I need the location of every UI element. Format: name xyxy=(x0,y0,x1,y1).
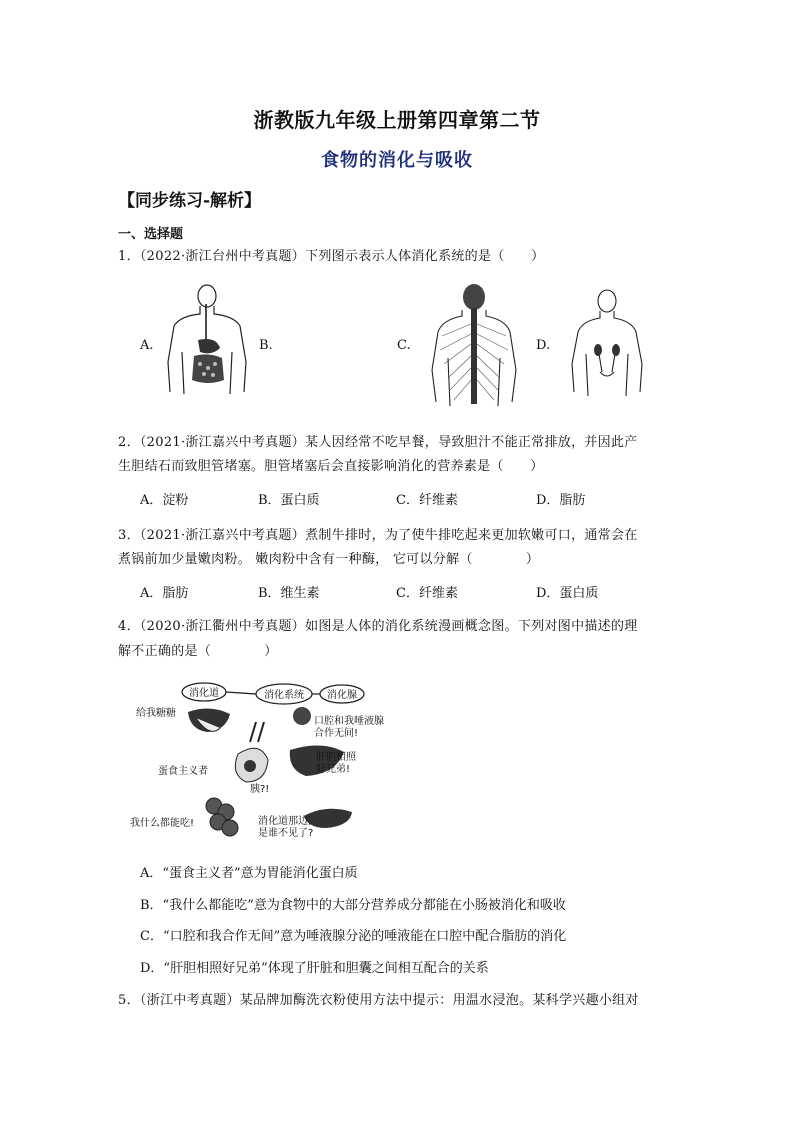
digestive-cartoon-figure xyxy=(130,678,384,846)
q3-option-c: C．纤维素 xyxy=(396,586,458,601)
q2-option-b: B．蛋白质 xyxy=(258,493,320,508)
q1-label-b: B. xyxy=(259,338,273,353)
section-subheading: 一、选择题 xyxy=(118,227,184,242)
bubble-salivary-2: 合作无间! xyxy=(314,728,359,739)
bubble-pancreas: 胰?! xyxy=(250,784,270,795)
question-1-stem: 1．（2022·浙江台州中考真题）下列图示表示人体消化系统的是（ ） xyxy=(118,249,545,264)
question-5-stem-line1: 5．（浙江中考真题）某品牌加酶洗衣粉使用方法中提示：用温水浸泡。某科学兴趣小组对 xyxy=(118,993,639,1008)
question-3-options xyxy=(140,582,700,602)
bubble-missing-2: 是谁不见了? xyxy=(258,828,314,839)
q2-option-a: A．淀粉 xyxy=(140,493,189,508)
question-2-stem-line1: 2．（2021·浙江嘉兴中考真题）某人因经常不吃早餐，导致胆汁不能正常排放，并因此产 xyxy=(118,435,638,450)
q4-option-c: C．“口腔和我合作无间”意为唾液腺分泌的唾液能在口腔中配合脂肪的消化 xyxy=(140,929,567,944)
intestine-icon xyxy=(206,798,238,836)
section-heading: 【同步练习-解析】 xyxy=(118,191,262,211)
bubble-salivary-1: 口腔和我唾液腺 xyxy=(314,716,384,727)
bubble-protein: 蛋食主义者 xyxy=(158,766,208,777)
page-subtitle: 食物的消化与吸收 xyxy=(321,150,473,171)
question-3-stem-line2: 煮锅前加少量嫩肉粉。 嫩肉粉中含有一种酶， 它可以分解（ ） xyxy=(118,552,540,567)
cartoon-center-label: 消化系统 xyxy=(264,690,304,701)
nervous-system-figure xyxy=(428,284,520,408)
question-4-stem-line2: 解不正确的是（ ） xyxy=(118,644,278,659)
q3-option-d: D．蛋白质 xyxy=(536,586,599,601)
cartoon-left-label: 消化道 xyxy=(189,688,219,699)
q1-label-a: A. xyxy=(140,338,154,353)
bubble-eat-all: 我什么都能吃! xyxy=(130,818,195,829)
bubble-liver-1: 肝胆相照 xyxy=(316,752,356,763)
q4-option-d: D．“肝胆相照好兄弟”体现了肝脏和胆囊之间相互配合的关系 xyxy=(140,961,489,976)
bubble-missing-1: 消化道那边, xyxy=(258,816,312,827)
question-3-stem-line1: 3．（2021·浙江嘉兴中考真题）煮制牛排时，为了使牛排吃起来更加软嫩可口，通常会在 xyxy=(118,528,638,543)
urinary-system-figure xyxy=(566,288,648,398)
question-4-stem-line1: 4．（2020·浙江衢州中考真题）如图是人体的消化系统漫画概念图。下列对图中描述的理 xyxy=(118,619,638,634)
q1-label-d: D. xyxy=(536,338,551,353)
page-title: 浙教版九年级上册第四章第二节 xyxy=(253,108,541,132)
q1-label-c: C. xyxy=(397,338,411,353)
digestive-system-figure xyxy=(160,282,255,400)
pancreas-icon xyxy=(304,809,352,828)
q2-option-d: D．脂肪 xyxy=(536,493,586,508)
q3-option-a: A．脂肪 xyxy=(140,586,189,601)
q4-option-a: A．“蛋食主义者”意为胃能消化蛋白质 xyxy=(140,866,358,881)
q3-option-b: B．维生素 xyxy=(258,586,320,601)
salivary-gland-icon xyxy=(293,707,311,725)
q2-option-c: C．纤维素 xyxy=(396,493,458,508)
q4-option-b: B．“我什么都能吃”意为食物中的大部分营养成分都能在小肠被消化和吸收 xyxy=(140,898,566,913)
question-2-options xyxy=(140,489,700,509)
bubble-liver-2: 好兄弟! xyxy=(316,764,351,775)
question-2-stem-line2: 生胆结石而致胆管堵塞。胆管堵塞后会直接影响消化的营养素是（ ） xyxy=(118,459,544,474)
cartoon-right-label: 消化腺 xyxy=(327,690,357,701)
bubble-candy: 给我糖糖 xyxy=(136,708,176,719)
